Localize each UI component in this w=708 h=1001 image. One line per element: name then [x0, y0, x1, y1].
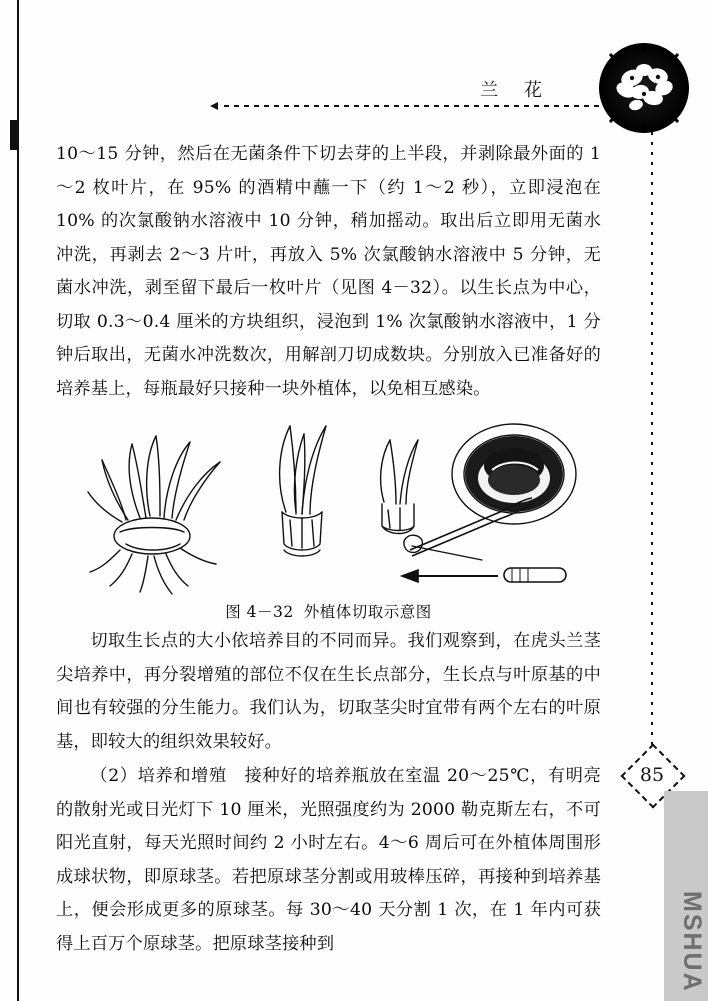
page-gutter-mark [10, 120, 18, 150]
page-gutter-rule [17, 0, 19, 1001]
corner-block [664, 791, 708, 1001]
dotted-rule-icon [651, 132, 653, 752]
watermark-text: MSHUA [678, 891, 706, 993]
page-body-top [56, 138, 601, 407]
page-title: 兰 花 [480, 80, 552, 101]
figure-caption [56, 600, 601, 622]
figure-caption-text: 外植体切取示意图 [303, 603, 432, 621]
paragraph-1: 10～15 分钟，然后在无菌条件下切去芽的上半段，并剥除最外面的 1～2 枚叶片，在 95% 的酒精中蘸一下（约 1～2 秒），立即浸泡在 10% 的次氯酸钠水溶液中 10 分钟，稍加摇动。取出后立即用无菌水冲洗，再剥去 2～3 片叶，再放入 5% 次氯酸钠水溶液中 5 分钟，无菌水冲洗，剥至留下最后一枚叶片（见图 4－32）。以生长点为中心，切取 0.3～0.4 厘米的方块组织，浸泡到 1% 次氯酸钠水溶液中，1 分钟后取出，无菌水冲洗数次，用解剖刀切成数块。分别放入已准备好的培养基上，每瓶最好只接种一块外植体，以免相互感染。 [56, 144, 601, 399]
dotted-header-rule-icon [210, 102, 630, 110]
page-number-value: 85 [639, 764, 665, 786]
paragraph-3: （2）培养和增殖 接种好的培养瓶放在室温 20～25℃，有明亮的散射光或日光灯下 10 厘米，光照强度约为 2000 勒克斯左右，不可阳光直射，每天光照时间约 2 小时左右。4～6 周后可在外植体周围形成球状物，即原球茎。若把原球茎分割或用玻棒压碎，再接种到培养基上，便会形成更多的原球茎。每 30～40 天分割 1 次，在 1 年内可获得上百万个原球茎。把原球茎接种到 [56, 766, 601, 954]
page-body-bottom [56, 625, 601, 962]
flower-medallion-icon [598, 42, 690, 134]
paragraph-2: 切取生长点的大小依培养目的不同而异。我们观察到，在虎头兰茎尖培养中，再分裂增殖的部位不仅在生长点部分，生长点与叶原基的中间也有较强的分生能力。我们认为，切取茎尖时宜带有两个左右的叶原基，即较大的组织效果较好。 [56, 631, 601, 752]
figure-illustration [80, 400, 580, 620]
figure-caption-label: 图 4－32 [225, 603, 294, 621]
